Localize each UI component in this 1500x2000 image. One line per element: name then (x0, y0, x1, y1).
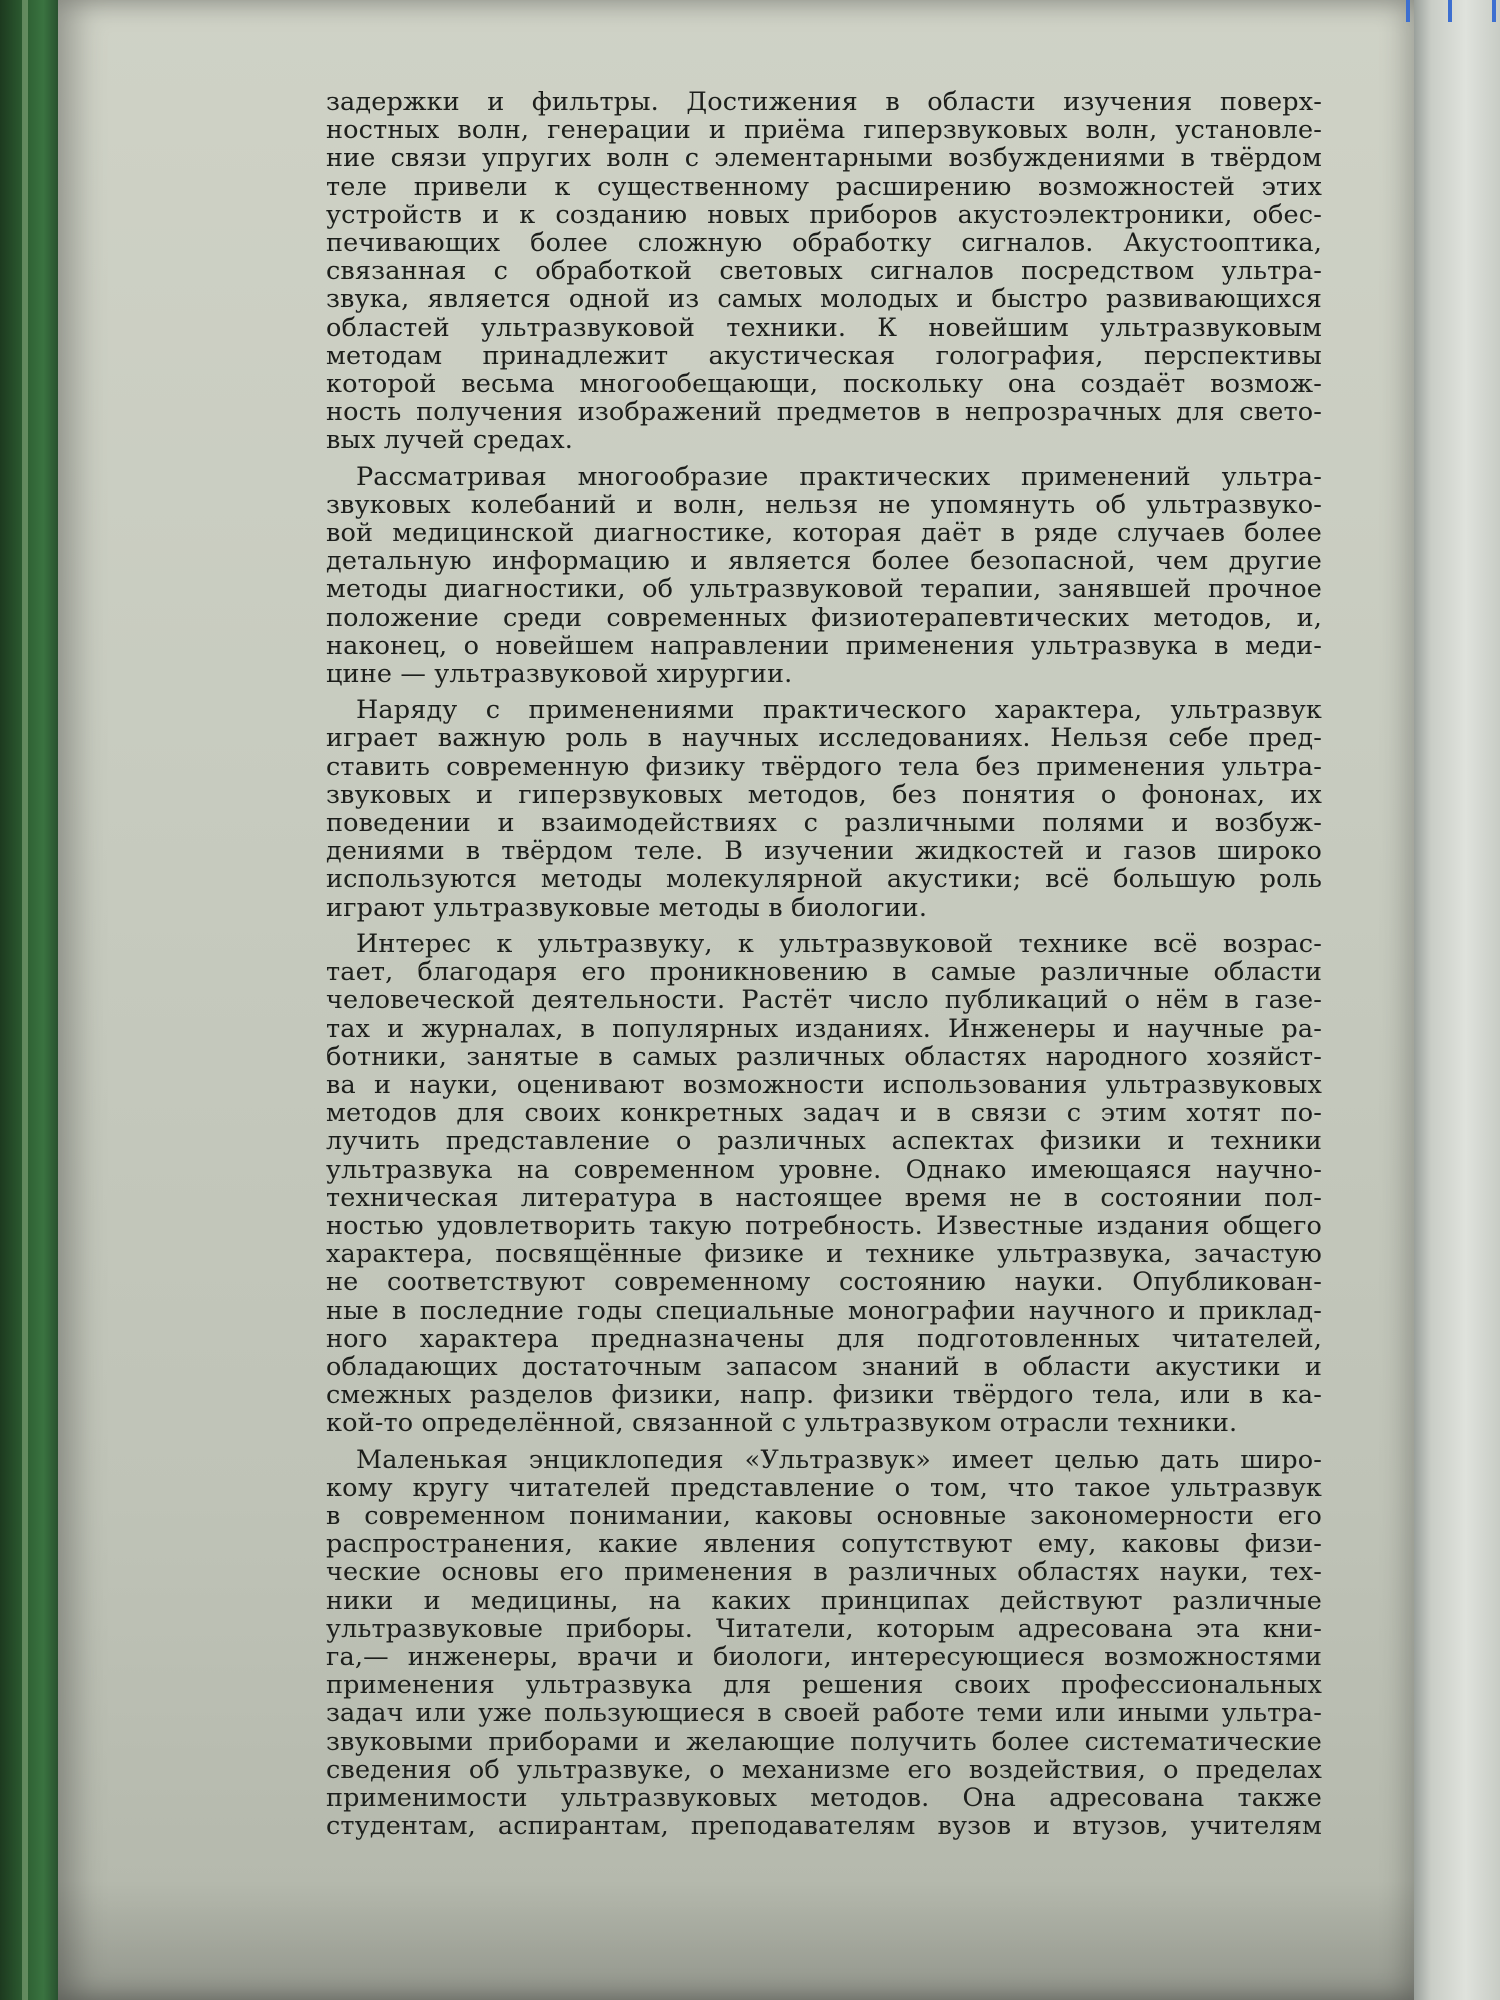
text-line: ультразвука на современном уровне. Однако имеющаяся научно- (326, 1154, 1322, 1185)
text-line: устройств и к созданию новых приборов акустоэлектроники, обес- (326, 199, 1322, 230)
paragraph (326, 696, 1322, 922)
text-line: человеческой деятельности. Растёт число публикаций о нём в газе- (326, 985, 1322, 1016)
text-line: техническая литература в настоящее время не в состоянии пол- (326, 1182, 1322, 1213)
text-line: которой весьма многообещающи, поскольку она создаёт возмож- (326, 369, 1322, 400)
paragraph (326, 463, 1322, 689)
cover-binding-stripe (22, 0, 28, 2000)
text-line: вой медицинской диагностике, которая даёт в ряде случаев более (326, 518, 1322, 549)
text-line: методам принадлежит акустическая голография, перспективы (326, 340, 1322, 371)
text-line: звуковыми приборами и желающие получить более систематические (326, 1726, 1322, 1757)
text-line: не соответствуют современному состоянию науки. Опубликован- (326, 1267, 1322, 1298)
page-stack-edge (1414, 0, 1500, 2000)
text-line: тает, благодаря его проникновению в самые различные области (326, 957, 1322, 988)
text-line: методы диагностики, об ультразвуковой терапии, занявшей прочное (326, 574, 1322, 605)
text-line: играют ультразвуковые методы в биологии. (326, 892, 928, 923)
paragraph (326, 1446, 1322, 1841)
text-line: ставить современную физику твёрдого тела без применения ультра- (326, 751, 1322, 782)
text-line: в современном понимании, каковы основные закономерности его (326, 1500, 1322, 1531)
text-line: положение среди современных физиотерапевтических методов, и, (326, 602, 1322, 633)
text-line: областей ультразвуковой техники. К новейшим ультразвуковым (326, 312, 1322, 343)
blue-ink-marks (1404, 0, 1500, 30)
text-line: ческие основы его применения в различных областях науки, тех- (326, 1557, 1322, 1588)
text-line: используются методы молекулярной акустики; всё большую роль (326, 864, 1322, 895)
text-line: сведения об ультразвуке, о механизме его воздействия, о пределах (326, 1754, 1322, 1785)
text-line: ботники, занятые в самых различных областях народного хозяйст- (326, 1041, 1322, 1072)
text-line: детальную информацию и является более безопасной, чем другие (326, 546, 1322, 577)
text-line: методов для своих конкретных задач и в связи с этим хотят по- (326, 1098, 1322, 1129)
text-line: Наряду с применениями практического характера, ультразвук (356, 695, 1322, 726)
text-line: печивающих более сложную обработку сигналов. Акустооптика, (326, 228, 1322, 259)
text-line: распространения, какие явления сопутствуют ему, каковы физи- (326, 1529, 1322, 1560)
text-line: звуковых колебаний и волн, нельзя не упомянуть об ультразвуко- (326, 489, 1322, 520)
paragraph (326, 930, 1322, 1438)
paragraph (326, 88, 1322, 455)
text-line: теле привели к существенному расширению возможностей этих (326, 171, 1322, 202)
text-line: задач или уже пользующиеся в своей работе теми или иными ультра- (326, 1698, 1322, 1729)
text-line: ные в последние годы специальные монографии научного и приклад- (326, 1295, 1322, 1326)
text-line: звуковых и гиперзвуковых методов, без понятия о фононах, их (326, 779, 1322, 810)
text-line: га,— инженеры, врачи и биологи, интересующиеся возможностями (326, 1641, 1322, 1672)
text-line: ностных волн, генерации и приёма гиперзвуковых волн, установле- (326, 115, 1322, 146)
text-line: кому кругу читателей представление о том, что такое ультразвук (326, 1472, 1322, 1503)
text-line: цине — ультразвуковой хирургии. (326, 659, 793, 690)
text-line: задержки и фильтры. Достижения в области изучения поверх- (326, 87, 1322, 117)
text-line: дениями в твёрдом теле. В изучении жидкостей и газов широко (326, 836, 1322, 867)
text-line: поведении и взаимодействиях с различными полями и возбуж- (326, 808, 1322, 839)
body-text (326, 88, 1322, 1848)
text-line: Интерес к ультразвуку, к ультразвуковой технике всё возрас- (356, 928, 1322, 959)
text-line: применения ультразвука для решения своих профессиональных (326, 1670, 1322, 1701)
book-cover-edge (0, 0, 62, 2000)
text-line: ность получения изображений предметов в непрозрачных для свето- (326, 397, 1322, 428)
text-line: вых лучей средах. (326, 425, 574, 456)
text-line: ностью удовлетворить такую потребность. Известные издания общего (326, 1210, 1322, 1241)
text-line: наконец, о новейшем направлении применения ультразвука в меди- (326, 630, 1322, 661)
text-line: связанная с обработкой световых сигналов посредством ультра- (326, 256, 1322, 287)
text-line: обладающих достаточным запасом знаний в области акустики и (326, 1351, 1322, 1382)
text-line: характера, посвящённые физике и технике ультразвука, зачастую (326, 1239, 1322, 1270)
text-line: применимости ультразвуковых методов. Она адресована также (326, 1782, 1322, 1813)
text-line: Рассматривая многообразие практических применений ультра- (356, 461, 1322, 492)
text-line: ультразвуковые приборы. Читатели, которым адресована эта кни- (326, 1613, 1322, 1644)
text-line: Маленькая энциклопедия «Ультразвук» имеет целью дать широ- (356, 1444, 1322, 1475)
text-line: играет важную роль в научных исследованиях. Нельзя себе пред- (326, 723, 1322, 754)
text-line: смежных разделов физики, напр. физики твёрдого тела, или в ка- (326, 1380, 1322, 1411)
text-line: ние связи упругих волн с элементарными возбуждениями в твёрдом (326, 143, 1322, 174)
text-line: тах и журналах, в популярных изданиях. Инженеры и научные ра- (326, 1013, 1322, 1044)
text-line: ники и медицины, на каких принципах действуют различные (326, 1585, 1322, 1616)
text-line: звука, является одной из самых молодых и быстро развивающихся (326, 284, 1322, 315)
text-line: лучить представление о различных аспектах физики и техники (326, 1126, 1322, 1157)
text-line: ва и науки, оценивают возможности использования ультразвуковых (326, 1069, 1322, 1100)
text-line: кой-то определённой, связанной с ультразвуком отрасли техники. (326, 1408, 1238, 1439)
text-line: ного характера предназначены для подготовленных читателей, (326, 1323, 1322, 1354)
text-line: студентам, аспирантам, преподавателям вузов и втузов, учителям (326, 1811, 1322, 1842)
